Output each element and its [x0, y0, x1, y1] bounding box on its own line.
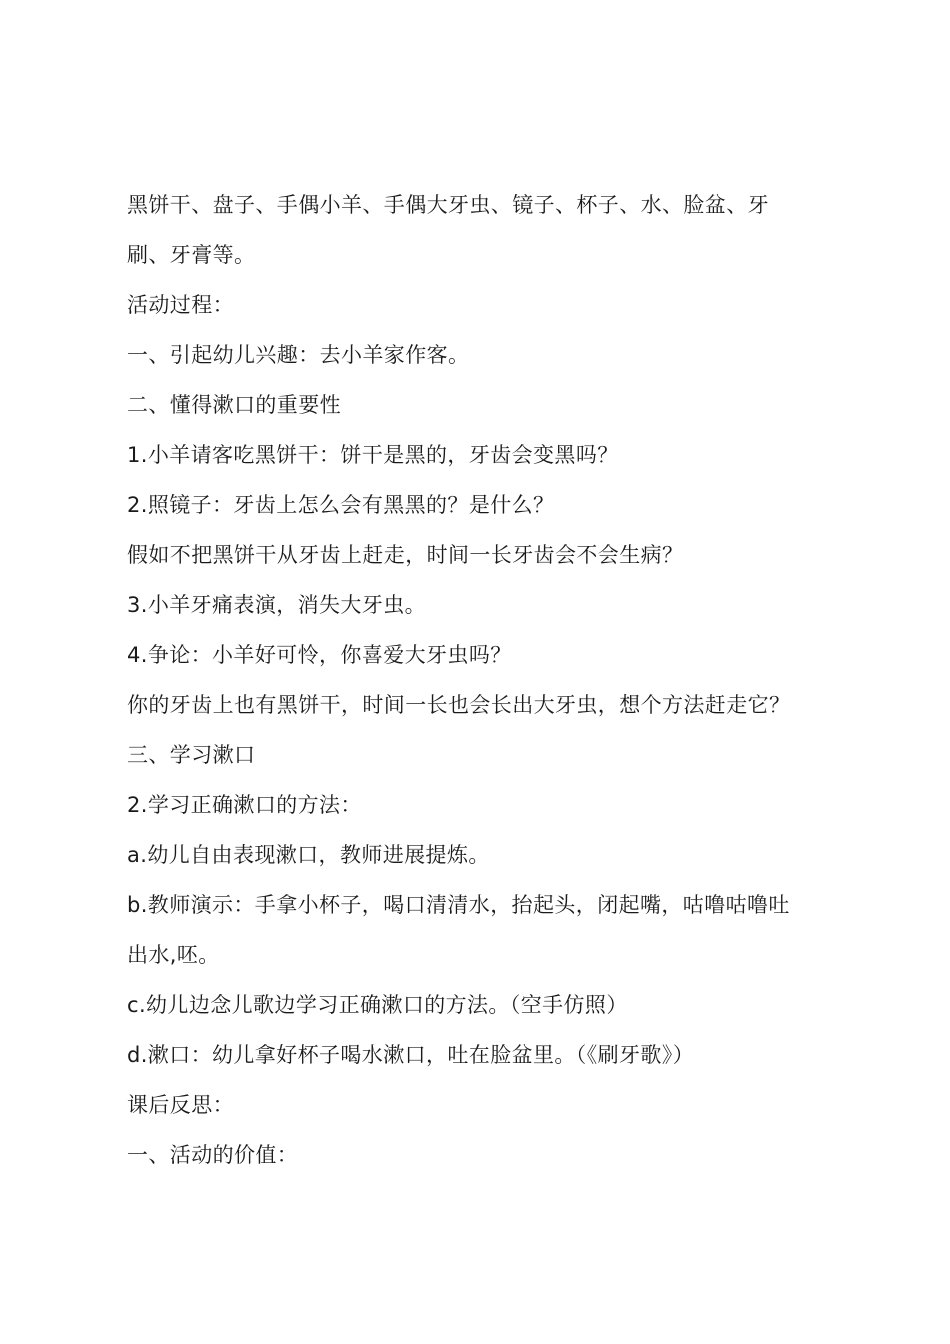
text-line: b.教师演示：手拿小杯子，喝口清清水，抬起头，闭起嘴，咕噜咕噜吐	[127, 893, 790, 917]
text-line: 4.争论：小羊好可怜，你喜爱大牙虫吗？	[127, 643, 512, 667]
section-heading: 一、引起幼儿兴趣：去小羊家作客。	[127, 343, 470, 367]
section-heading: 二、懂得漱口的重要性	[127, 393, 341, 417]
text-line: 2.照镜子：牙齿上怎么会有黑黑的？是什么？	[127, 493, 555, 517]
text-line: 刷、牙膏等。	[127, 243, 256, 267]
text-line: a.幼儿自由表现漱口，教师进展提炼。	[127, 843, 490, 867]
section-heading: 课后反思：	[127, 1093, 234, 1117]
text-line: 假如不把黑饼干从牙齿上赶走，时间一长牙齿会不会生病？	[127, 543, 684, 567]
text-line: 黑饼干、盘子、手偶小羊、手偶大牙虫、镜子、杯子、水、脸盆、牙	[127, 193, 769, 217]
text-line: 出水,呸。	[127, 943, 220, 967]
section-heading: 活动过程：	[127, 293, 234, 317]
text-line: 3.小羊牙痛表演，消失大牙虫。	[127, 593, 427, 617]
text-line: 你的牙齿上也有黑饼干，时间一长也会长出大牙虫，想个方法赶走它？	[127, 693, 791, 717]
text-line: 2.学习正确漱口的方法：	[127, 793, 362, 817]
section-heading: 一、活动的价值：	[127, 1143, 299, 1167]
text-line: 1.小羊请客吃黑饼干：饼干是黑的，牙齿会变黑吗？	[127, 443, 619, 467]
text-line: d.漱口：幼儿拿好杯子喝水漱口，吐在脸盆里。（《刷牙歌》）	[127, 1043, 695, 1067]
section-heading: 三、学习漱口	[127, 743, 256, 767]
text-line: c.幼儿边念儿歌边学习正确漱口的方法。（空手仿照）	[127, 993, 628, 1017]
document-body	[127, 180, 837, 1180]
